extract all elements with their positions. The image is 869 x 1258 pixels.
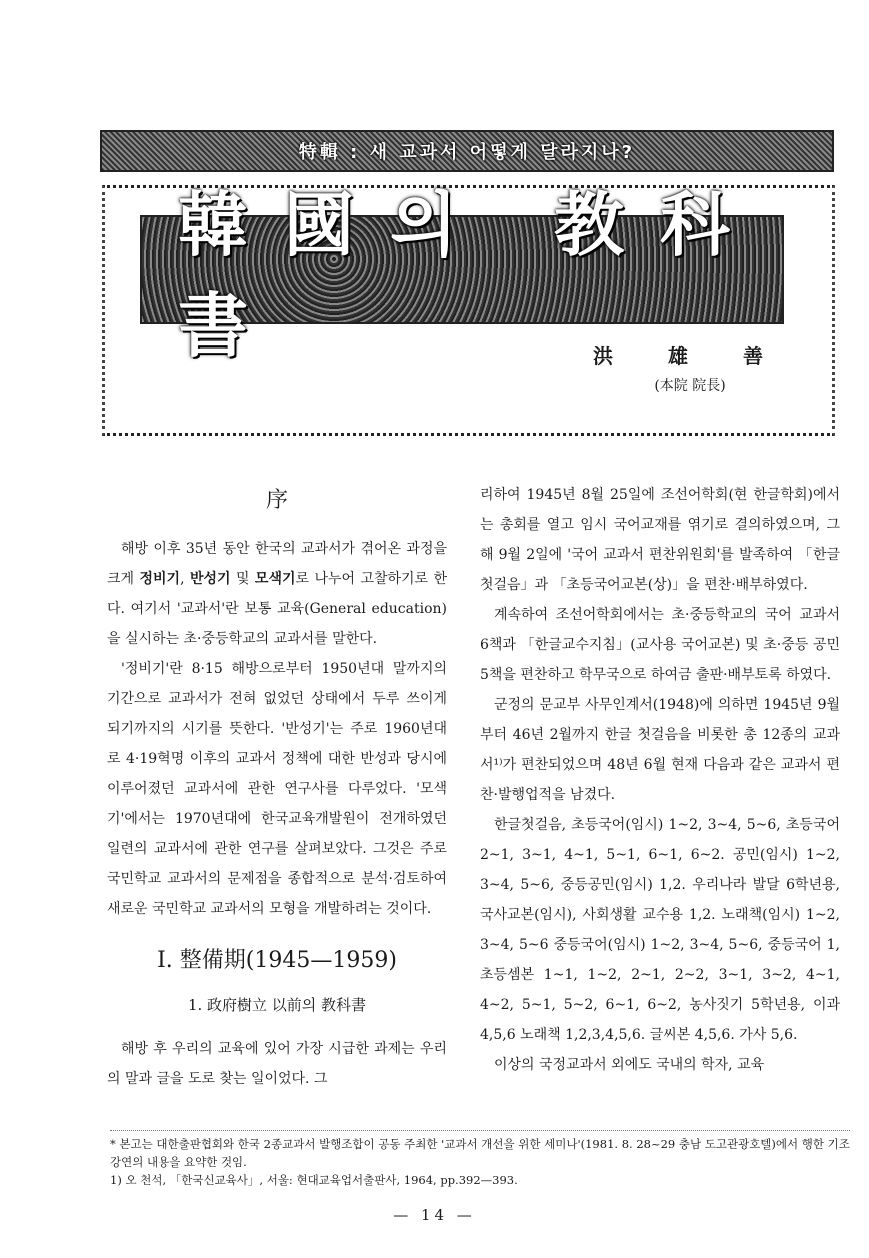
paragraph: 리하여 1945년 8월 25일에 조선어학회(현 한글학회)에서는 총회를 열고 임시 국어교재를 엮기로 결의하였으며, 그 해 9월 2일에 '국어 교과서 편찬위원회'를 발족하여 「한글 첫걸음」과 「초등국어교본(상)」을 편찬·배부하였다. (480, 487, 840, 593)
subsection-heading: 1. 政府樹立 以前의 教科書 (187, 996, 367, 1014)
section-heading: I. 整備期(1945—1959) (157, 948, 397, 973)
paragraph: 군정의 문교부 사무인계서(1948)에 의하면 1945년 9월부터 46년 2월까지 한글 첫걸음을 비롯한 총 12종의 교과서¹⁾가 편찬되었으며 48년 6월 현재 다음과 같은 교과서 편찬·발행업적을 남겼다. (480, 697, 840, 803)
paragraph: 해방 이후 35년 동안 한국의 교과서가 겪어온 과정을 크게 정비기, 반성기 및 모색기로 나누어 고찰하기로 한다. 여기서 '교과서'란 보통 교육(General education)을 실시하는 초·중등학교의 교과서를 말한다. (107, 541, 448, 647)
paragraph: 계속하여 조선어학회에서는 초·중등학교의 국어 교과서 6책과 「한글교수지침」(교사용 국어교본) 및 초·중등 공민 5책을 편찬하고 학무국으로 하여금 출판·배부토록 하였다. (480, 607, 840, 683)
page-number: — 14 — (393, 1206, 476, 1224)
author-name: 洪 雄 善 (593, 344, 787, 368)
footnote-1: 1) 오 천석, 「한국신교육사」, 서울: 현대교육업서출판사, 1964, pp.392—393. (110, 1173, 518, 1187)
author-affiliation: (本院 院長) (654, 378, 726, 394)
paragraph: '정비기'란 8·15 해방으로부터 1950년대 말까지의 기간으로 교과서가 전혀 없었던 상태에서 두루 쓰이게 되기까지의 시기를 뜻한다. '반성기'는 주로 1960년대로 4·19혁명 이후의 교과서 정책에 대한 반성과 당시에 이루어졌던 교과서에 관한 연구사를 다루었다. '모색기'에서는 1970년대에 한국교육개발원이 전개하였던 일련의 교과서에 관한 연구를 살펴보았다. 그것은 주로 국민학교 교과서의 문제점을 종합적으로 분석·검토하여 새로운 국민학교 교과서의 모형을 개발하려는 것이다. (107, 661, 447, 917)
preface-heading: 序 (265, 488, 288, 513)
left-column (107, 480, 447, 1094)
paragraph: 해방 후 우리의 교육에 있어 가장 시급한 과제는 우리의 말과 글을 도로 찾는 일이었다. 그 (107, 1041, 447, 1087)
paragraph: 이상의 국정교과서 외에도 국내의 학자, 교육 (494, 1057, 765, 1073)
right-column (480, 480, 840, 1080)
footnotes (110, 1130, 850, 1189)
article-title-text: 韓國의 教科書 (178, 182, 766, 367)
special-feature-banner (100, 130, 834, 172)
banner-text: 特輯 : 새 교과서 어떻게 달라지나? (298, 142, 636, 163)
paragraph: 한글첫걸음, 초등국어(임시) 1~2, 3~4, 5~6, 초등국어 2~1, 3~1, 4~1, 5~1, 6~1, 6~2. 공민(임시) 1~2, 3~4, 5~6, 중등공민(임시) 1,2. 우리나라 발달 6학년용, 국사교본(임시), 사회생활 교수용 1,2. 노래책(임시) 1~2, 3~4, 5~6 중등국어(임시) 1~2, 3~4, 5~6, 중등국어 1, 초등셈본 1~1, 1~2, 2~1, 2~2, 3~1, 3~2, 4~1, 4~2, 5~1, 5~2, 6~1, 6~2, 농사짓기 5학년용, 이과 4,5,6 노래책 1,2,3,4,5,6. 글씨본 4,5,6. 가사 5,6. (480, 817, 840, 1043)
footnote-star: * 본고는 대한출판협회와 한국 2종교과서 발행조합이 공동 주최한 '교과서 개선을 위한 세미나'(1981. 8. 28~29 충남 도고관광호텔)에서 행한 기조강연의 내용을 요약한 것임. (110, 1137, 850, 1169)
